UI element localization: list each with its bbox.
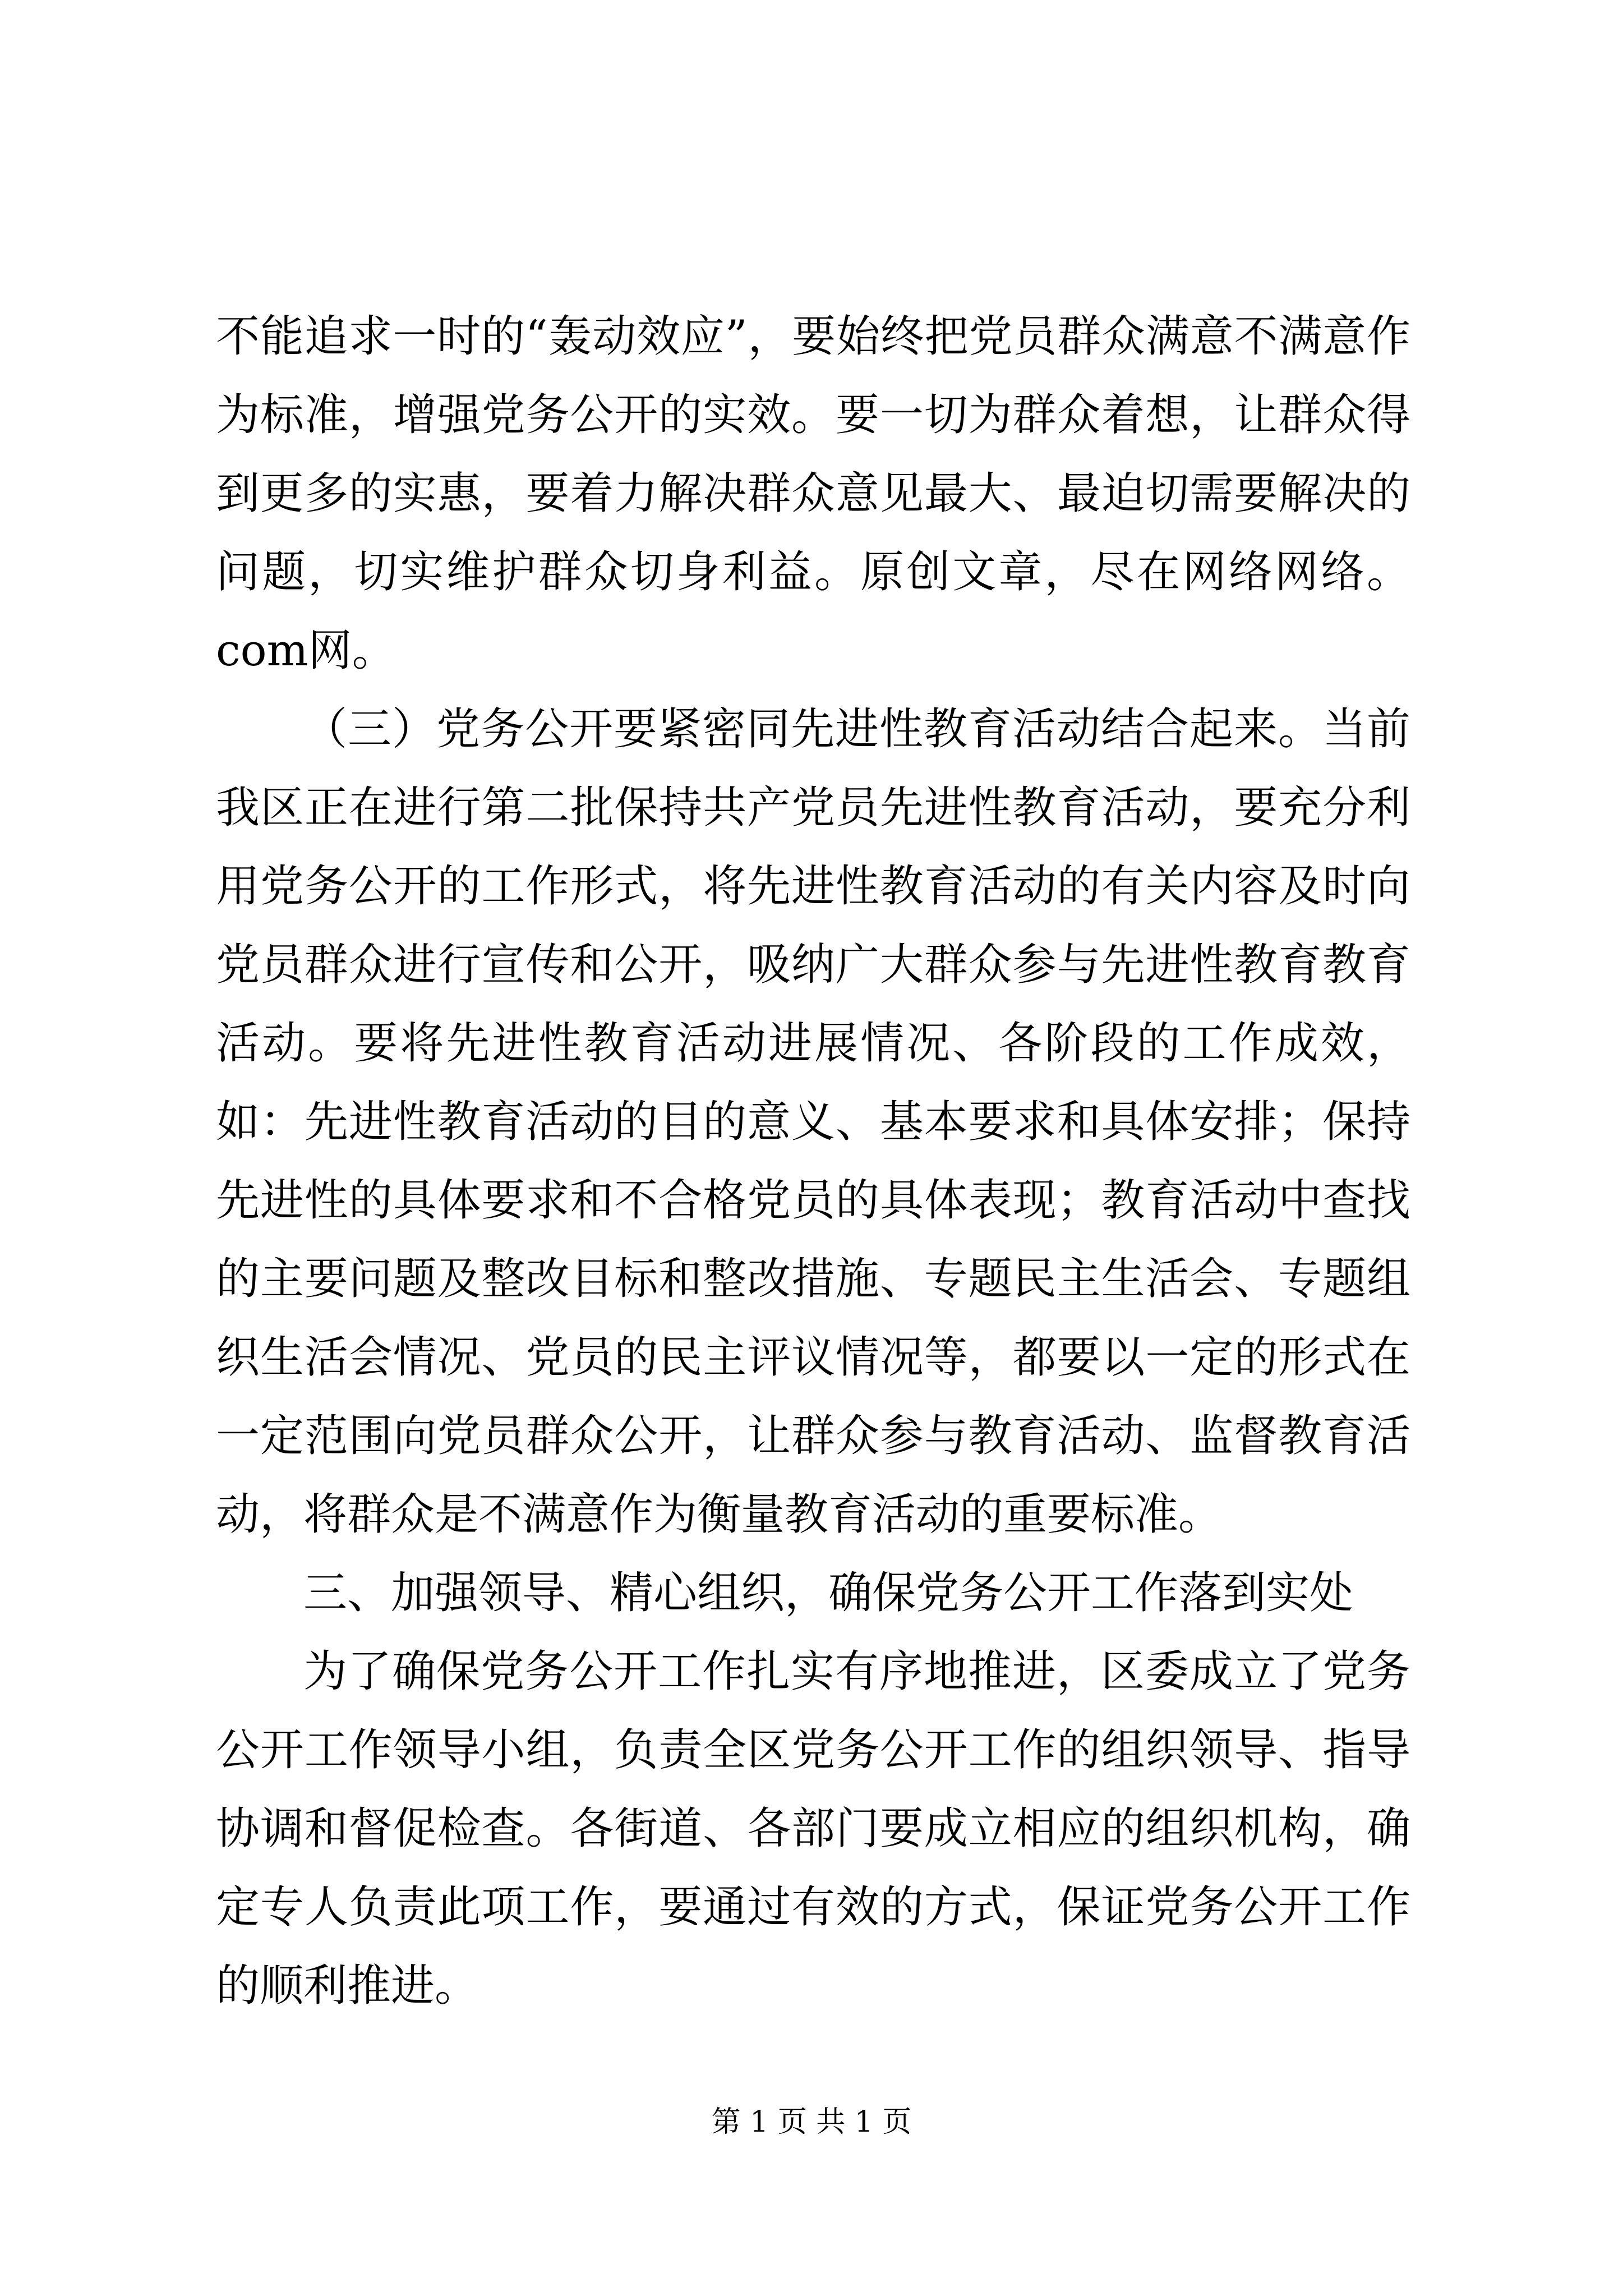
page-number-footer: 第 1 页 共 1 页 [711,2105,912,2139]
paragraph-leadership: 为了确保党务公开工作扎实有序地推进，区委成立了党务公开工作领导小组，负责全区党务公开工作的组织领导、指导协调和督促检查。各街道、各部门要成立相应的组织机构，确定专人负责此项工作，要通过有效的方式，保证党务公开工作的顺利推进。 [216,1646,1410,2011]
section-heading: 三、加强领导、精心组织，确保党务公开工作落到实处 [303,1568,1354,1618]
paragraph-continuation: 不能追求一时的“轰动效应”，要始终把党员群众满意不满意作为标准，增强党务公开的实效。要一切为群众着想，让群众得到更多的实惠，要着力解决群众意见最大、最迫切需要解决的问题，切实维护群众切身利益。原创文章，尽在网络网络。com网。 [216,311,1410,676]
paragraph-section-three: （三）党务公开要紧密同先进性教育活动结合起来。当前我区正在进行第二批保持共产党员先进性教育活动，要充分利用党务公开的工作形式，将先进性教育活动的有关内容及时向党员群众进行宣传和公开，吸纳广大群众参与先进性教育教育活动。要将先进性教育活动进展情况、各阶段的工作成效，如：先进性教育活动的目的意义、基本要求和具体安排；保持先进性的具体要求和不合格党员的具体表现；教育活动中查找的主要问题及整改目标和整改措施、专题民主生活会、专题组织生活会情况、党员的民主评议情况等，都要以一定的形式在一定范围向党员群众公开，让群众参与教育活动、监督教育活动，将群众是不满意作为衡量教育活动的重要标准。 [216,704,1410,1540]
document-body [216,297,1410,2025]
